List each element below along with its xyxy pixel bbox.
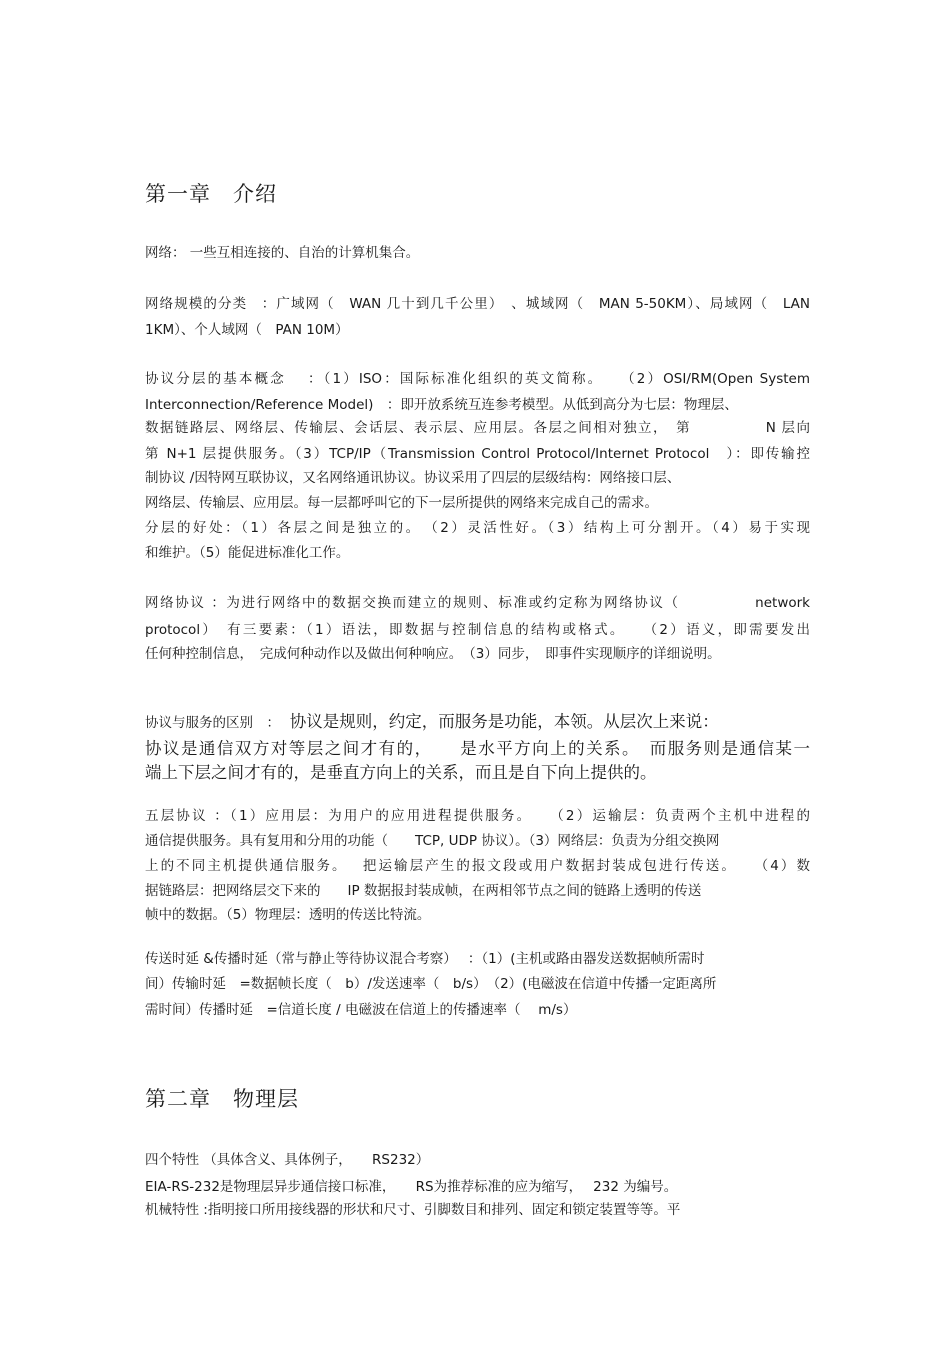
scale-line-2: 1KM）、个人域网（ PAN 10M） — [145, 322, 349, 338]
protocol-vs-service-line-2: 协议是通信双方对等层之间才有的， 是水平方向上的关系。 而服务则是通信某一 — [145, 739, 810, 758]
protocol-line-3: 任何种控制信息， 完成何种动作以及做出何种响应。 （3）同步， 即事件实现顺序的详细说明。 — [145, 646, 721, 662]
protocol-line-2: protocol） 有三要素：（1）语法，即数据与控制信息的结构或格式。 （2）语义，即需要发出 — [145, 622, 810, 638]
network-definition: 网络： 一些互相连接的、自治的计算机集合。 — [145, 245, 420, 261]
protocol-vs-service-line-1 — [145, 711, 810, 734]
four-features-line: 四个特性 （具体含义、具体例子， RS232） — [145, 1152, 430, 1168]
five-layers-line-5: 帧中的数据。（5）物理层：透明的传送比特流。 — [145, 907, 431, 923]
protocol-vs-service-lead: 协议与服务的区别 ： — [145, 715, 274, 731]
chapter-1-title: 第一章 介绍 — [145, 182, 277, 206]
five-layers-line-1: 五层协议 ：（1）应用层：为用户的应用进程提供服务。 （2）运输层：负责两个主机中进程的 — [145, 808, 810, 824]
layering-line-5: 制协议 /因特网互联协议，又名网络通讯协议。协议采用了四层的层级结构：网络接口层、 — [145, 470, 681, 486]
chapter-2-title: 第二章 物理层 — [145, 1087, 299, 1111]
eia-rs232-line: EIA-RS-232是物理层异步通信接口标准， RS为推荐标准的应为缩写， 232 为编号。 — [145, 1179, 678, 1195]
protocol-vs-service-line-3: 端上下层之间才有的，是垂直方向上的关系，而且是自下向上提供的。 — [145, 763, 657, 782]
layering-line-1: 协议分层的基本概念 ：（1）ISO：国际标准化组织的英文简称。 （2）OSI/RM(Open System — [145, 371, 810, 387]
layering-line-3: 数据链路层、网络层、传输层、会话层、表示层、应用层。各层之间相对独立， 第 N 层向 — [145, 420, 810, 436]
layering-line-4: 第 N+1 层提供服务。（3）TCP/IP（Transmission Control Protocol/Internet Protocol ）：即传输控 — [145, 446, 810, 462]
layering-line-2: Interconnection/Reference Model) ：即开放系统互连参考模型。从低到高分为七层：物理层、 — [145, 397, 738, 413]
delay-line-3: 需时间）传播时延 =信道长度 / 电磁波在信道上的传播速率（ m/s） — [145, 1002, 577, 1018]
delay-line-2: 间）传输时延 =数据帧长度（ b）/发送速率（ b/s） （2）(电磁波在信道中传播一定距离所 — [145, 976, 717, 992]
five-layers-line-4: 据链路层：把网络层交下来的 IP 数据报封装成帧，在两相邻节点之间的链路上透明的传送 — [145, 883, 702, 899]
layering-line-8: 和维护。（5）能促进标准化工作。 — [145, 545, 350, 561]
protocol-line-1: 网络协议 ：为进行网络中的数据交换而建立的规则、标准或约定称为网络协议（ network — [145, 595, 810, 611]
delay-line-1: 传送时延 &传播时延（常与静止等待协议混合考察） ：（1）(主机或路由器发送数据帧所需时 — [145, 951, 705, 967]
five-layers-line-2: 通信提供服务。具有复用和分用的功能（ TCP, UDP 协议）。（3）网络层：负责为分组交换网 — [145, 833, 720, 849]
five-layers-line-3: 上的不同主机提供通信服务。 把运输层产生的报文段或用户数据封装成包进行传送。 （4）数 — [145, 858, 810, 874]
layering-line-6: 网络层、传输层、应用层。每一层都呼叫它的下一层所提供的网络来完成自己的需求。 — [145, 495, 658, 511]
layering-line-7: 分层的好处：（1）各层之间是独立的。 （2）灵活性好。（3）结构上可分割开。（4）易于实现 — [145, 520, 810, 536]
scale-line-1: 网络规模的分类 ：广域网（ WAN 几十到几千公里） 、城域网（ MAN 5-50KM）、局域网（ LAN — [145, 296, 810, 312]
mechanical-feature-line: 机械特性 :指明接口所用接线器的形状和尺寸、引脚数目和排列、固定和锁定装置等等。平 — [145, 1202, 681, 1218]
protocol-vs-service-rest: 协议是规则，约定，而服务是功能，本领。从层次上来说： — [273, 712, 719, 731]
